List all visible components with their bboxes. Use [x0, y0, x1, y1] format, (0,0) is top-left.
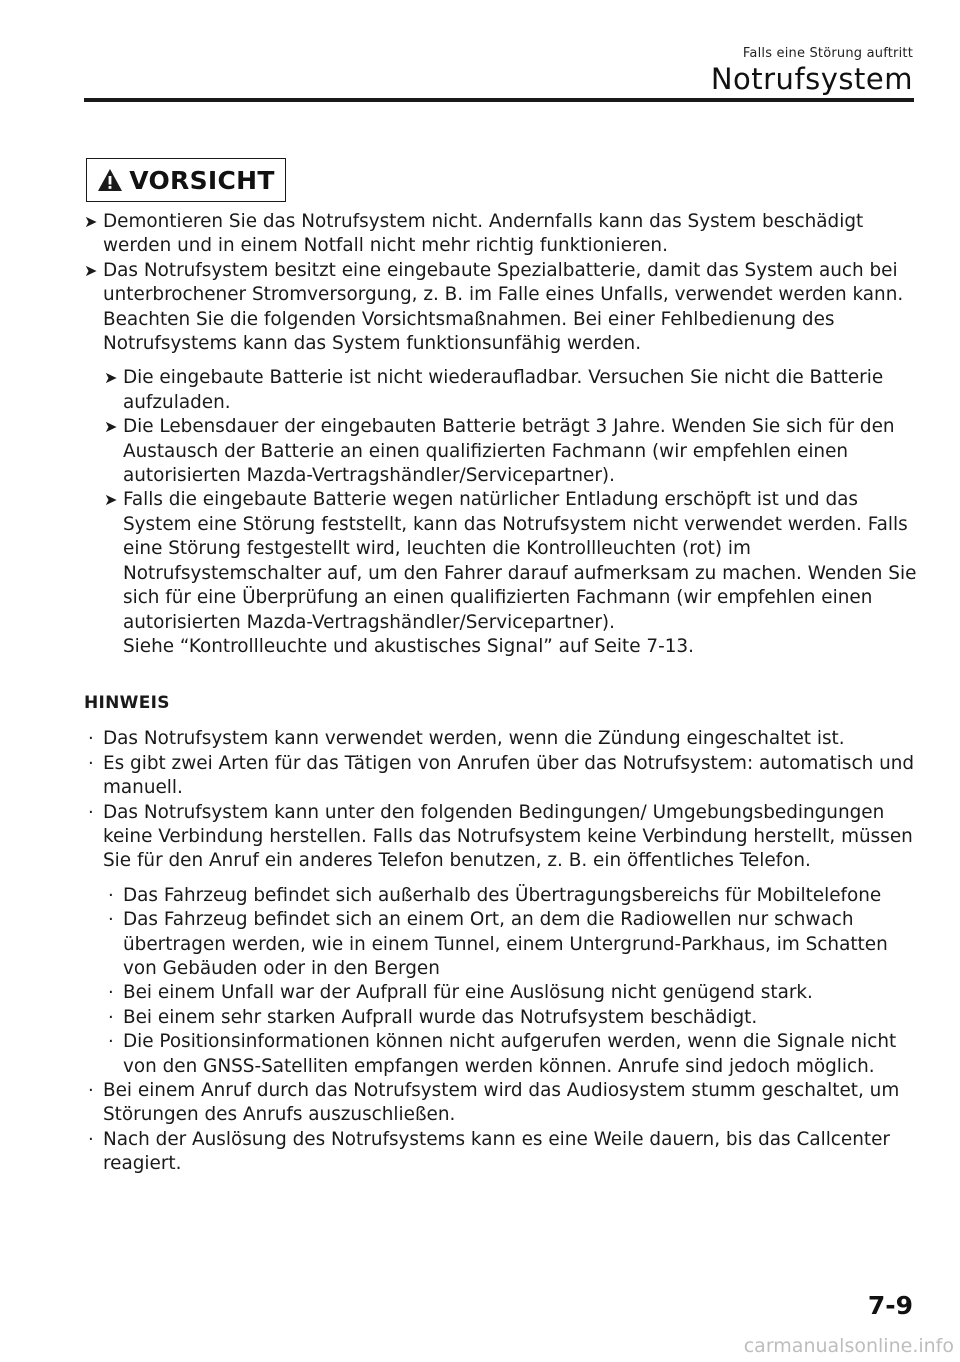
caution-item: ➤ Das Notrufsystem besitzt eine eingebaute Spezialbatterie, damit das System auch bei unterbrochener Stromversorgung, z. B. im Falle eines Unfalls, verwendet werden kann. — [84, 259, 904, 306]
page-header — [711, 46, 913, 95]
bullet-dot-icon: · — [108, 982, 114, 1004]
bullet-dot-icon: · — [88, 752, 94, 774]
caution-label: VORSICHT — [129, 165, 275, 195]
warning-triangle-icon — [97, 168, 123, 192]
note-subitem: · Das Fahrzeug befindet sich außerhalb des Übertragungsbereichs für Mobiltelefone — [84, 884, 920, 908]
caution-item-continued: Beachten Sie die folgenden Vorsichtsmaßnahmen. Bei einer Fehlbedienung des Notrufsystems kann das System funktionsunfähig werden. — [103, 308, 835, 355]
note-item: · Das Notrufsystem kann unter den folgenden Bedingungen/ Umgebungsbedingungen keine Verbindung herstellen. Falls das Notrufsystem keine Verbindung herstellt, müssen Sie für den Anruf ein anderes Telefon benutzen, z. B. ein öffentliches Telefon. — [88, 801, 913, 872]
caution-item: ➤ Demontieren Sie das Notrufsystem nicht. Andernfalls kann das System beschädigt werden und in einem Notfall nicht mehr richtig funktionieren. — [84, 211, 864, 257]
header-rule — [84, 98, 914, 102]
note-subitem: · Bei einem Unfall war der Aufprall für eine Auslösung nicht genügend stark. — [84, 981, 920, 1005]
caution-box — [86, 158, 286, 202]
page-content — [84, 210, 920, 1177]
chevron-right-icon: ➤ — [104, 490, 118, 510]
caution-subitem-reference: Siehe “Kontrollleuchte und akustisches Signal” auf Seite 7-13. — [123, 635, 694, 657]
chevron-right-icon: ➤ — [84, 260, 98, 280]
bullet-dot-icon: · — [88, 728, 94, 750]
note-subitem: · Das Fahrzeug befindet sich an einem Ort, an dem die Radiowellen nur schwach übertragen werden, wie in einem Tunnel, einem Untergrund-Parkhaus, im Schatten von Gebäuden oder in den Bergen — [108, 909, 888, 979]
section-title: Notrufsystem — [710, 62, 913, 96]
bullet-dot-icon: · — [88, 1080, 94, 1101]
caution-subitem: ➤ Falls die eingebaute Batterie wegen natürlicher Entladung erschöpft ist und das System eine Störung feststellt, kann das Notrufsystem nicht verwendet werden. Falls eine Störung festgestellt wird, leuchten die Kontrollleuchten (rot) im Notrufsystemschalter auf, um den Fahrer darauf aufmerksam zu machen. Wenden Sie sich für eine Überprüfung an einen qualifizierten Fachmann (wir empfehlen einen autorisierten Mazda-Vertragshändler/Servicepartner). — [104, 489, 917, 633]
page-number: 7-9 — [867, 1291, 913, 1320]
bullet-dot-icon: · — [108, 909, 114, 931]
caution-subitem: ➤ Die Lebensdauer der eingebauten Batterie beträgt 3 Jahre. Wenden Sie sich für den Austausch der Batterie an einen qualifizierten Fachmann (wir empfehlen einen autorisierten Mazda-Vertragshändler/Servicepartner). — [104, 416, 895, 487]
note-subitem: · Die Positionsinformationen können nicht aufgerufen werden, wenn die Signale nicht von den GNSS-Satelliten empfangen werden können. Anrufe sind jedoch möglich. — [108, 1031, 897, 1077]
watermark: carmanualsonline.info — [743, 1335, 954, 1357]
bullet-dot-icon: · — [108, 1031, 114, 1053]
note-item: · Bei einem Anruf durch das Notrufsystem wird das Audiosystem stumm geschaltet, um Störungen des Anrufs auszuschließen. — [88, 1080, 900, 1126]
bullet-dot-icon: · — [88, 801, 94, 823]
bullet-dot-icon: · — [108, 884, 114, 906]
chapter-title: Falls eine Störung auftritt — [742, 46, 913, 61]
note-item: · Nach der Auslösung des Notrufsystems kann es eine Weile dauern, bis das Callcenter reagiert. — [88, 1128, 890, 1175]
note-item: · Es gibt zwei Arten für das Tätigen von Anrufen über das Notrufsystem: automatisch und manuell. — [88, 752, 915, 799]
caution-subitem: ➤ Die eingebaute Batterie ist nicht wiederaufladbar. Versuchen Sie nicht die Batterie aufzuladen. — [104, 367, 884, 413]
chevron-right-icon: ➤ — [104, 368, 118, 388]
chevron-right-icon: ➤ — [84, 212, 98, 231]
note-subitem: · Bei einem sehr starken Aufprall wurde das Notrufsystem beschädigt. — [84, 1006, 920, 1030]
note-item: · Das Notrufsystem kann verwendet werden, wenn die Zündung eingeschaltet ist. — [84, 727, 920, 751]
note-heading: HINWEIS — [84, 693, 170, 714]
bullet-dot-icon: · — [108, 1006, 114, 1028]
bullet-dot-icon: · — [88, 1128, 94, 1150]
chevron-right-icon: ➤ — [104, 417, 118, 437]
